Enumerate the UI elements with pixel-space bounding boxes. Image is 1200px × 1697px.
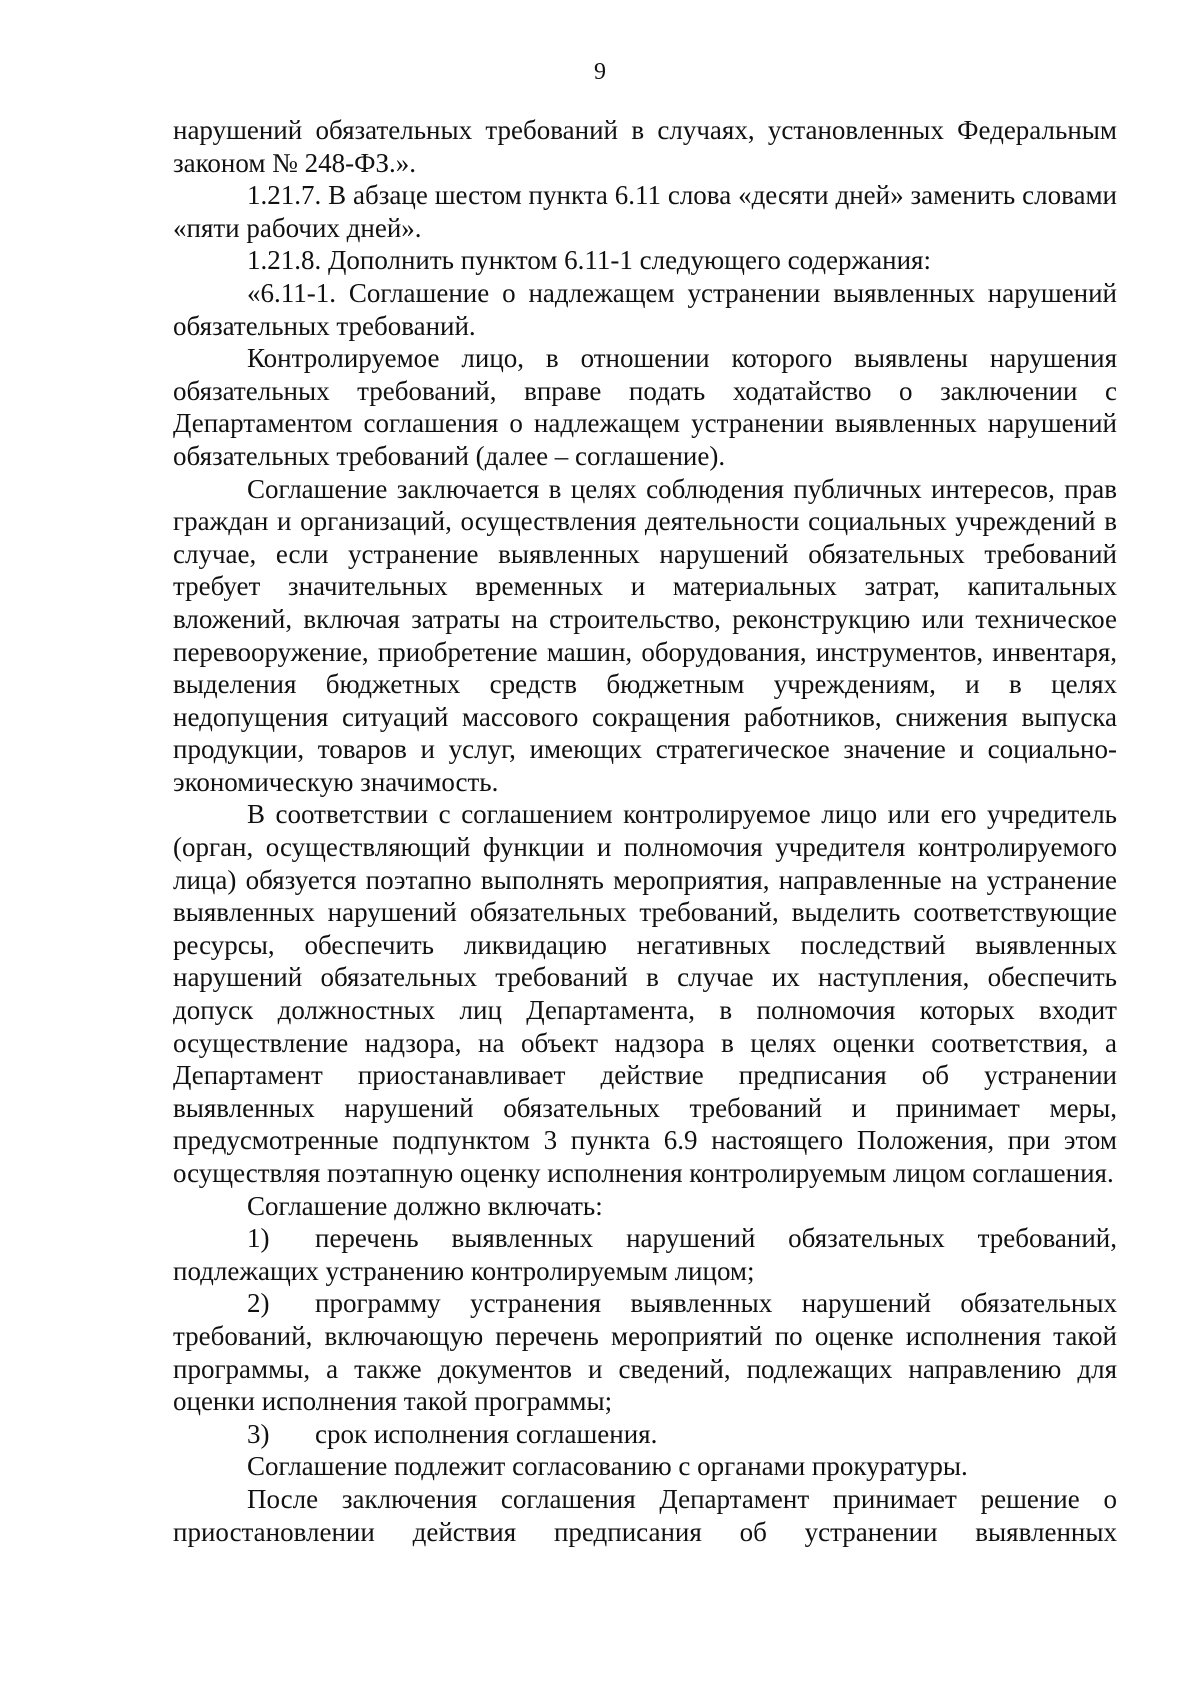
paragraph-agreement-contents: Соглашение должно включать: xyxy=(247,1190,603,1221)
list-item xyxy=(173,1222,1117,1287)
list-item-text: срок исполнения соглашения. xyxy=(315,1418,658,1449)
paragraph-6-11-1-heading: «6.11-1. Соглашение о надлежащем устранении выявленных нарушений обязательных требований. xyxy=(173,277,1117,341)
list-item-number: 3) xyxy=(247,1418,270,1449)
paragraph-continuation: нарушений обязательных требований в случаях, установленных Федеральным законом № 248-ФЗ.». xyxy=(173,115,1117,178)
page-number: 9 xyxy=(594,59,606,85)
paragraph-petition: Контролируемое лицо, в отношении которого выявлены нарушения обязательных требований, вправе подать ходатайство о заключении с Департаментом соглашения о надлежащем устранении выявленных нарушений обязательных требований (далее – соглашение). xyxy=(173,343,1117,471)
list-item-text: перечень выявленных нарушений обязательных требований, подлежащих устранению контролируемым лицом; xyxy=(173,1223,1117,1286)
paragraph-agreement-obligations: В соответствии с соглашением контролируемое лицо или его учредитель (орган, осуществляющий функции и полномочия учредителя контролируемого лица) обязуется поэтапно выполнять мероприятия, направленные на устранение выявленных нарушений обязательных требований, выделить соответствующие ресурсы, обеспечить ликвидацию негативных последствий выявленных нарушений обязательных требований в случае их наступления, обеспечить допуск должностных лиц Департамента, в полномочия которых входит осуществление надзора, на объект надзора в целях оценки соответствия, а Департамент приостанавливает действие предписания об устранении выявленных нарушений обязательных требований и принимает меры, предусмотренные подпунктом 3 пункта 6.9 настоящего Положения, при этом осуществляя поэтапную оценку исполнения контролируемым лицом соглашения. xyxy=(173,799,1117,1188)
document-body xyxy=(173,114,1117,1548)
list-item xyxy=(173,1287,1117,1417)
paragraph-after-conclusion: После заключения соглашения Департамент принимает решение о приостановлении действия предписания об устранении выявленных xyxy=(173,1483,1117,1547)
paragraph-1-21-7: 1.21.7. В абзаце шестом пункта 6.11 слова «десяти дней» заменить словами «пяти рабочих дней». xyxy=(173,180,1117,243)
list-item-number: 2) xyxy=(247,1288,270,1319)
list-item-number: 1) xyxy=(247,1223,270,1254)
paragraph-agreement-purpose: Соглашение заключается в целях соблюдения публичных интересов, прав граждан и организаций, осуществления деятельности социальных учреждений в случае, если устранение выявленных нарушений обязательных требований требует значительных временных и материальных затрат, капитальных вложений, включая затраты на строительство, реконструкцию или техническое перевооружение, приобретение машин, оборудования, инструментов, инвентаря, выделения бюджетных средств бюджетным учреждениям, и в целях недопущения ситуаций массового сокращения работников, снижения выпуска продукции, товаров и услуг, имеющих стратегическое значение и социально-экономическую значимость. xyxy=(173,473,1117,797)
list-item-text: программу устранения выявленных нарушений обязательных требований, включающую перечень мероприятий по оценке исполнения такой программы, а также документов и сведений, подлежащих направлению для оценки исполнения такой программы; xyxy=(173,1288,1117,1417)
paragraph-prosecutor-approval: Соглашение подлежит согласованию с органами прокуратуры. xyxy=(247,1451,968,1482)
paragraph-1-21-8: 1.21.8. Дополнить пунктом 6.11-1 следующего содержания: xyxy=(247,245,931,276)
list-item xyxy=(173,1418,1117,1451)
